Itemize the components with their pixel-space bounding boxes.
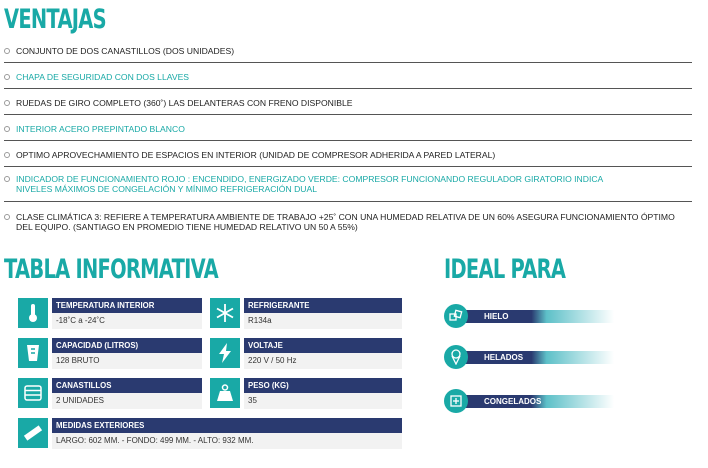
- basket-icon: [18, 378, 48, 408]
- temperatura-value: -18˚C a -24˚C: [52, 313, 202, 329]
- medidas-value: LARGO: 602 MM. - FONDO: 499 MM. - ALTO: 932 MM.: [52, 433, 402, 449]
- list-item-text: CONJUNTO DE DOS CANASTILLOS (DOS UNIDADES): [16, 46, 235, 56]
- divider: [4, 62, 692, 63]
- divider: [4, 114, 692, 115]
- ideal-title: IDEAL PARA: [444, 254, 566, 285]
- lightning-icon: [210, 338, 240, 368]
- divider: [4, 140, 692, 141]
- canastillos-label: CANASTILLOS: [52, 378, 202, 393]
- list-item-text: RUEDAS DE GIRO COMPLETO (360˚) LAS DELANTERAS CON FRENO DISPONIBLE: [16, 98, 353, 108]
- divider: [4, 88, 692, 89]
- refrigerante-value: R134a: [244, 313, 402, 329]
- capacidad-value: 128 BRUTO: [52, 353, 202, 369]
- canastillos-value: 2 UNIDADES: [52, 393, 202, 409]
- refrigerante-label: REFRIGERANTE: [244, 298, 402, 313]
- ideal-label: HELADOS: [464, 351, 614, 364]
- measuring-cup-icon: [18, 338, 48, 368]
- ventajas-title: VENTAJAS: [4, 4, 106, 35]
- capacidad-label: CAPACIDAD (LITROS): [52, 338, 202, 353]
- list-item-text: INTERIOR ACERO PREPINTADO BLANCO: [16, 124, 185, 134]
- tabla-title: TABLA INFORMATIVA: [4, 254, 218, 285]
- bullet-icon: [4, 48, 10, 54]
- ideal-item-congelados: [444, 388, 634, 414]
- bullet-icon: [4, 176, 10, 182]
- ice-cream-icon: [444, 345, 468, 369]
- bullet-icon: [4, 126, 10, 132]
- peso-value: 35: [244, 393, 402, 409]
- thermometer-icon: [18, 298, 48, 328]
- peso-label: PESO (KG): [244, 378, 402, 393]
- ice-cubes-icon: [444, 304, 468, 328]
- bullet-icon: [4, 214, 10, 220]
- voltaje-label: VOLTAJE: [244, 338, 402, 353]
- list-item-text: CHAPA DE SEGURIDAD CON DOS LLAVES: [16, 72, 190, 82]
- list-item-text: CLASE CLIMÁTICA 3: REFIERE A TEMPERATURA AMBIENTE DE TRABAJO +25˚ CON UNA HUMEDAD RELATIVA DE UN 60% ASEGURA FUNCIONAMIENTO ÓPTIMO DEL EQUIPO. (SANTIAGO EN PROMEDIO TIENE HUMEDAD RELATIVO UN 50 A 55%): [16, 212, 675, 232]
- list-item-text: OPTIMO APROVECHAMIENTO DE ESPACIOS EN INTERIOR (UNIDAD DE COMPRESOR ADHERIDA A PARED LATERAL): [16, 150, 496, 160]
- ideal-item-hielo: [444, 304, 634, 330]
- weight-icon: [210, 378, 240, 408]
- snowflake-icon: [210, 298, 240, 328]
- medidas-label: MEDIDAS EXTERIORES: [52, 418, 402, 433]
- bullet-icon: [4, 100, 10, 106]
- divider: [4, 201, 692, 202]
- list-item-text: INDICADOR DE FUNCIONAMIENTO ROJO : ENCENDIDO, ENERGIZADO VERDE: COMPRESOR FUNCIONANDO REGULADOR GIRATORIO INDICA NIVELES MÁXIMOS DE CONGELACIÓN Y MÍNIMO REFRIGERACIÓN DUAL: [16, 174, 603, 194]
- frozen-box-icon: [444, 389, 468, 413]
- voltaje-value: 220 V / 50 Hz: [244, 353, 402, 369]
- temperatura-label: TEMPERATURA INTERIOR: [52, 298, 202, 313]
- ideal-item-helados: [444, 343, 634, 373]
- ruler-icon: [18, 418, 48, 448]
- divider: [4, 166, 692, 167]
- bullet-icon: [4, 74, 10, 80]
- bullet-icon: [4, 152, 10, 158]
- ideal-label: HIELO: [464, 310, 614, 323]
- ideal-label: CONGELADOS: [464, 395, 614, 408]
